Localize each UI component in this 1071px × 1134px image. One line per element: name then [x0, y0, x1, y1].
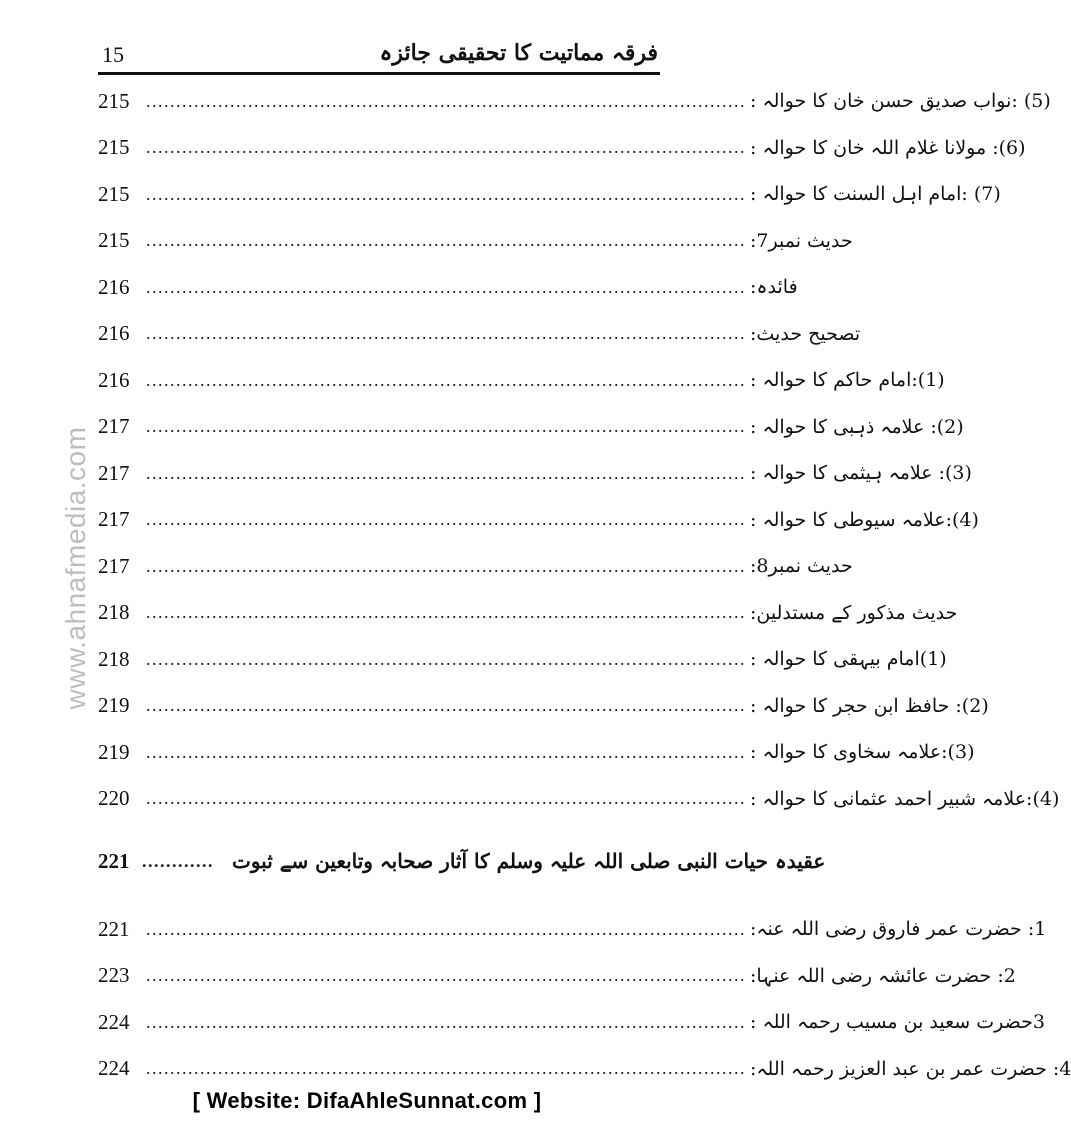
toc-page-number: 223	[98, 963, 130, 988]
toc-entry[interactable]	[98, 78, 1051, 125]
toc-entry[interactable]	[98, 1046, 1071, 1093]
toc-page-number: 217	[98, 507, 130, 532]
toc-entry-title: تصحیح حدیث:	[750, 322, 861, 345]
toc-entry-title: فائدہ:	[750, 276, 798, 299]
toc-dot-leader: ....................................................................................................	[146, 90, 746, 111]
toc-page-number: 217	[98, 414, 130, 439]
toc-entry[interactable]	[98, 543, 853, 590]
toc-entry[interactable]	[98, 953, 1016, 1000]
toc-entry[interactable]	[98, 450, 972, 497]
toc-entry[interactable]	[98, 357, 945, 404]
toc-page-number: 224	[98, 1009, 130, 1034]
header-rule	[98, 72, 660, 75]
toc-entry[interactable]	[98, 125, 1026, 172]
toc-entry-title: (3): علامہ ہیثمی کا حوالہ :	[750, 462, 972, 485]
toc-page-number: 215	[98, 181, 130, 206]
toc-page-number: 216	[98, 321, 130, 346]
toc-entry-title: (2): حافظ ابن حجر کا حوالہ :	[750, 694, 989, 717]
toc-entry-title: (1):امام حاکم کا حوالہ :	[750, 369, 945, 392]
toc-entry-title: (3):علامہ سخاوی کا حوالہ :	[750, 741, 975, 764]
toc-entry-title: (1)امام بیہقی کا حوالہ :	[750, 648, 947, 671]
toc-page-number: 215	[98, 88, 130, 113]
toc-page-number: 216	[98, 274, 130, 299]
toc-entry[interactable]	[98, 999, 1045, 1046]
toc-entry-title: (5) :نواب صدیق حسن خان کا حوالہ :	[750, 90, 1051, 113]
table-of-contents	[98, 78, 1071, 1092]
toc-entry[interactable]	[98, 906, 1047, 953]
page-number: 15	[102, 42, 124, 67]
toc-page-number: 216	[98, 367, 130, 392]
toc-group-1	[98, 78, 1060, 822]
toc-entry[interactable]	[98, 218, 853, 265]
toc-dot-leader: ....................................................................................................	[146, 918, 746, 939]
toc-entry[interactable]	[98, 776, 1060, 823]
toc-page-number: 219	[98, 739, 130, 764]
toc-page-number: 217	[98, 460, 130, 485]
toc-dot-leader: ....................................................................................................	[146, 965, 746, 986]
toc-page-number: 224	[98, 1056, 130, 1081]
toc-entry[interactable]	[98, 264, 798, 311]
toc-entry[interactable]	[98, 171, 1001, 218]
toc-dot-leader: ....................................................................................................	[146, 323, 746, 344]
toc-dot-leader: ....................................................................................................	[146, 741, 746, 762]
toc-page-number: 215	[98, 135, 130, 160]
toc-entry[interactable]	[98, 590, 958, 637]
section-title: عقیدہ حیات النبی صلی اللہ علیہ وسلم کا آثار صحابہ وتابعین سے ثبوت	[232, 849, 826, 873]
toc-entry[interactable]	[98, 497, 979, 544]
toc-page-number: 220	[98, 786, 130, 811]
toc-entry[interactable]	[98, 311, 861, 358]
watermark: www.ahnafmedia.com	[60, 426, 91, 710]
toc-dot-leader: ....................................................................................................	[146, 1011, 746, 1032]
page-header	[98, 36, 658, 74]
toc-entry-title: حدیث نمبر7:	[750, 229, 853, 252]
toc-dot-leader: ....................................................................................................	[146, 183, 746, 204]
toc-dot-leader: ....................................................................................................	[146, 555, 746, 576]
toc-entry[interactable]	[98, 636, 947, 683]
toc-entry-title: حدیث مذکور کے مستدلین:	[750, 601, 958, 624]
toc-dot-leader: ....................................................................................................	[146, 276, 746, 297]
toc-dot-leader: ....................................................................................................	[146, 1058, 746, 1079]
toc-entry[interactable]	[98, 683, 989, 730]
toc-dot-leader: ....................................................................................................	[146, 602, 746, 623]
toc-dot-leader: ....................................................................................................	[146, 137, 746, 158]
toc-entry-title: 1: حضرت عمر فاروق رضی اللہ عنہ:	[750, 918, 1047, 941]
toc-entry-title: (4):علامہ سیوطی کا حوالہ :	[750, 508, 979, 531]
section-page-number: 221	[98, 848, 130, 873]
toc-dot-leader: ....................................................................................................	[146, 648, 746, 669]
toc-entry-title: (2): علامہ ذہبی کا حوالہ :	[750, 415, 964, 438]
toc-page-number: 219	[98, 693, 130, 718]
toc-entry[interactable]	[98, 729, 975, 776]
toc-entry-title: حدیث نمبر8:	[750, 555, 853, 578]
toc-page-number: 218	[98, 600, 130, 625]
toc-page-number: 215	[98, 228, 130, 253]
toc-dot-leader: ....................................................................................................	[146, 369, 746, 390]
toc-entry-title: 3حضرت سعید بن مسیب رحمہ اللہ :	[750, 1011, 1045, 1034]
toc-dot-leader: ....................................................................................................	[146, 509, 746, 530]
toc-entry-title: (7) :امام اہل السنت کا حوالہ :	[750, 183, 1001, 206]
toc-page-number: 221	[98, 916, 130, 941]
website-footer: [ Website: DifaAhleSunnat.com ]	[192, 1088, 542, 1113]
toc-dot-leader: ....................................................................................................	[146, 695, 746, 716]
toc-group-2	[98, 906, 1071, 1092]
toc-dot-leader: ....................................................................................................	[146, 416, 746, 437]
toc-dot-leader: ....................................................................................................	[146, 230, 746, 251]
toc-dot-leader: ....................................................................................................	[146, 788, 746, 809]
section-leader: ............	[142, 850, 214, 871]
toc-entry-title: (6): مولانا غلام اللہ خان کا حوالہ :	[750, 136, 1026, 159]
toc-entry[interactable]	[98, 404, 964, 451]
book-title: فرقہ مماتیت کا تحقیقی جائزہ	[379, 40, 658, 66]
toc-entry-title: 4: حضرت عمر بن عبد العزیز رحمہ اللہ:	[750, 1057, 1071, 1080]
toc-page-number: 218	[98, 646, 130, 671]
section-heading[interactable]	[98, 832, 826, 890]
toc-entry-title: (4):علامہ شبیر احمد عثمانی کا حوالہ :	[750, 787, 1060, 810]
toc-page-number: 217	[98, 553, 130, 578]
toc-dot-leader: ....................................................................................................	[146, 462, 746, 483]
toc-entry-title: 2: حضرت عائشہ رضی اللہ عنہا:	[750, 964, 1016, 987]
